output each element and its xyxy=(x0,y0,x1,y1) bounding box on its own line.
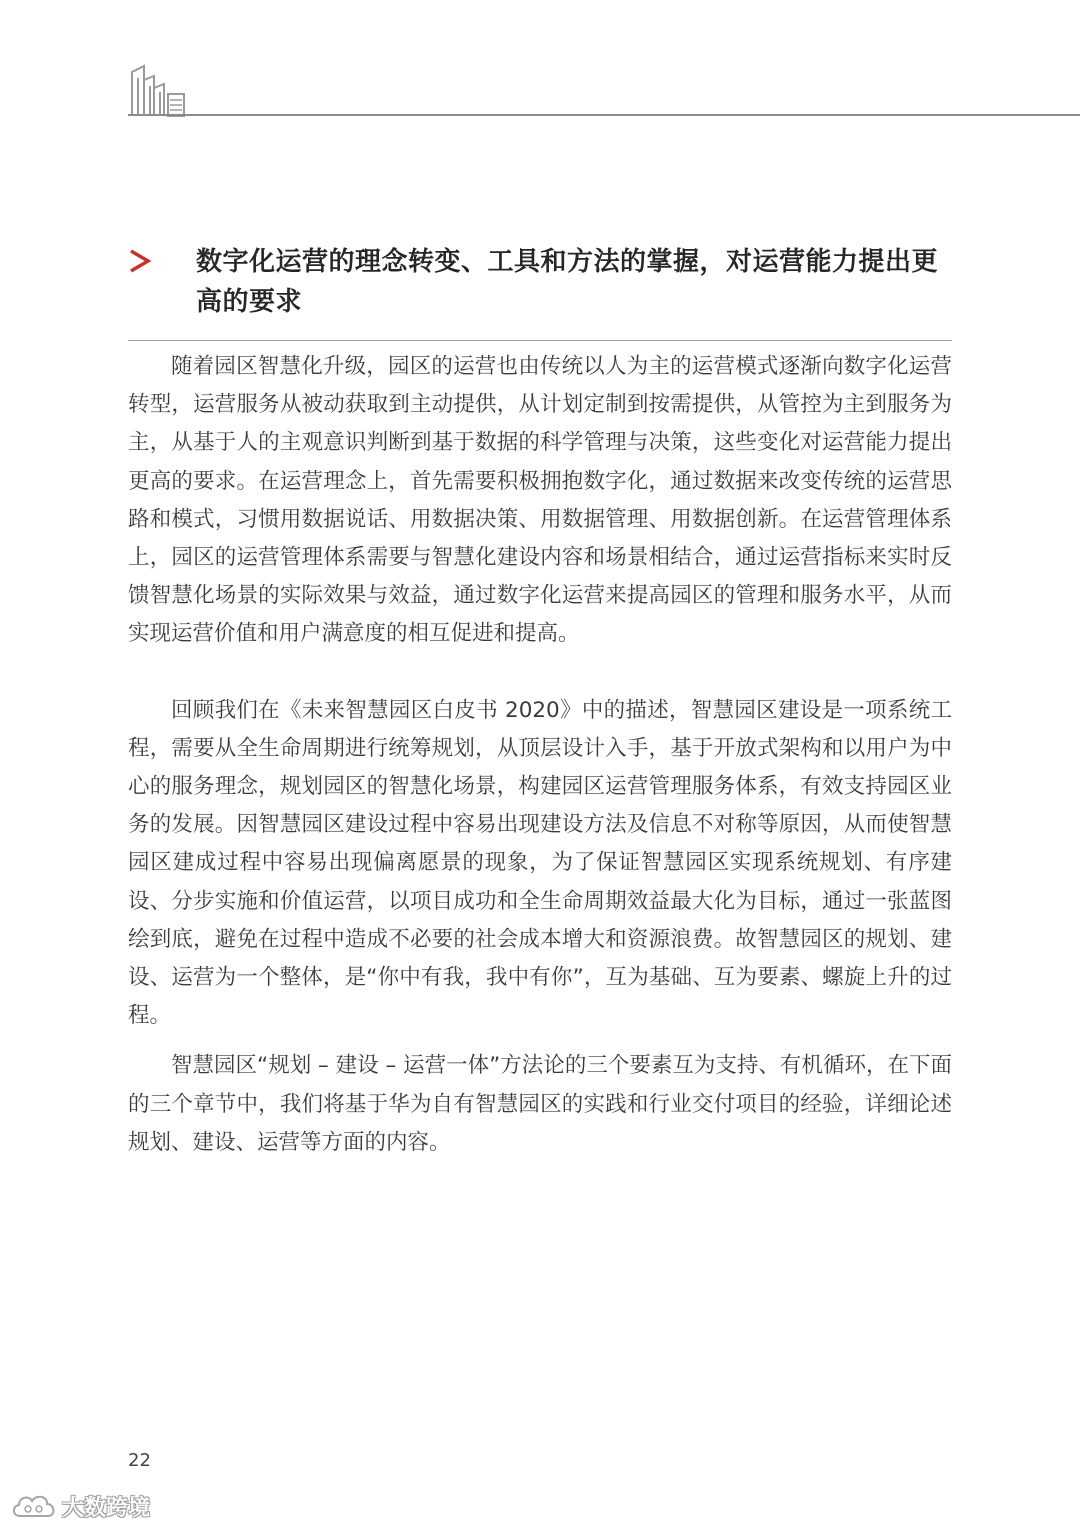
paragraph-2: 回顾我们在《未来智慧园区白皮书 2020》中的描述，智慧园区建设是一项系统工程，需要从全生命周期进行统筹规划，从顶层设计入手，基于开放式架构和以用户为中心的服务理念，规划园区的智慧化场景，构建园区运营管理服务体系，有效支持园区业务的发展。因智慧园区建设过程中容易出现建设方法及信息不对称等原因，从而使智慧园区建成过程中容易出现偏离愿景的现象，为了保证智慧园区实现系统规划、有序建设、分步实施和价值运营，以项目成功和全生命周期效益最大化为目标，通过一张蓝图绘到底，避免在过程中造成不必要的社会成本增大和资源浪费。故智慧园区的规划、建设、运营为一个整体，是“你中有我，我中有你”，互为基础、互为要素、螺旋上升的过程。 xyxy=(128,697,952,1029)
cloud-logo-icon xyxy=(10,1490,60,1522)
paragraph-1: 随着园区智慧化升级，园区的运营也由传统以人为主的运营模式逐渐向数字化运营转型，运营服务从被动获取到主动提供，从计划定制到按需提供，从管控为主到服务为主，从基于人的主观意识判断到基于数据的科学管理与决策，这些变化对运营能力提出更高的要求。在运营理念上，首先需要积极拥抱数字化，通过数据来改变传统的运营思路和模式，习惯用数据说话、用数据决策、用数据管理、用数据创新。在运营管理体系上，园区的运营管理体系需要与智慧化建设内容和场景相结合，通过运营指标来实时反馈智慧化场景的实际效果与效益，通过数字化运营来提高园区的管理和服务水平，从而实现运营价值和用户满意度的相互促进和提高。 xyxy=(128,354,952,647)
building-icon xyxy=(128,62,190,118)
header-rule xyxy=(128,114,1080,116)
paragraph-3: 智慧园区“规划 – 建设 – 运营一体”方法论的三个要素互为支持、有机循环，在下面的三个章节中，我们将基于华为自有智慧园区的实践和行业交付项目的经验，详细论述规划、建设、运营等方面的内容。 xyxy=(128,1053,952,1155)
heading-text: 数字化运营的理念转变、工具和方法的掌握，对运营能力提出更高的要求 xyxy=(196,247,939,317)
heading-rule xyxy=(128,340,952,341)
section-heading xyxy=(128,242,952,322)
watermark xyxy=(10,1490,150,1522)
page-number: 22 xyxy=(128,1450,151,1471)
chevron-right-icon xyxy=(128,246,152,276)
watermark-text: 大数跨境 xyxy=(62,1495,151,1521)
body-text xyxy=(128,348,952,1162)
